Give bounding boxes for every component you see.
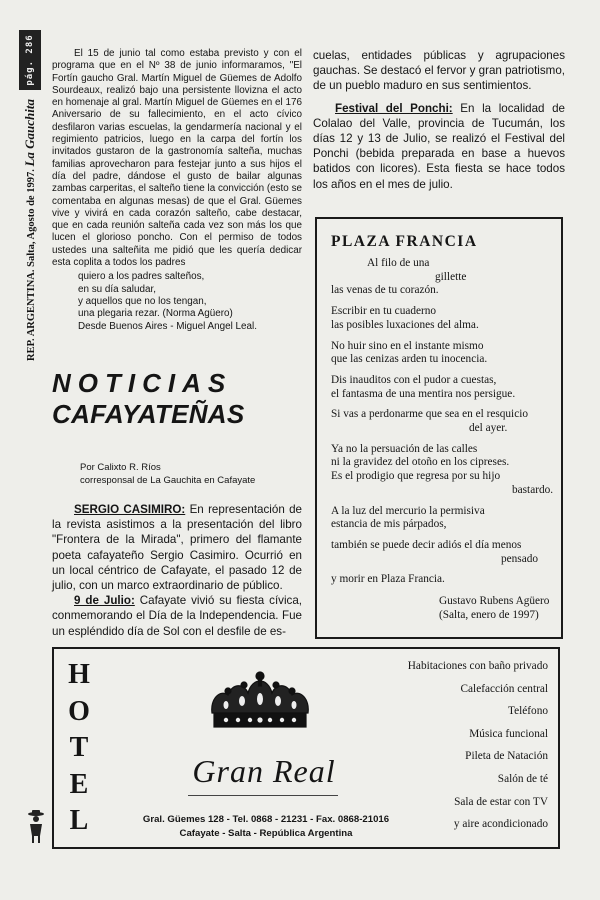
news-item-ponchi (313, 101, 565, 192)
news-text: Cafayate vivió su fiesta cívica, conmemorando el Día de la Independencia. Fue un espléndido día de Sol con el desfile de es- (52, 594, 302, 638)
publication-name: La Gauchita (22, 98, 37, 167)
byline-author: Por Calixto R. Ríos (80, 462, 161, 473)
news-body (52, 502, 302, 639)
section-headline (52, 368, 312, 430)
poem-stanza (331, 408, 551, 435)
poem-date: (Salta, enero de 1997) (439, 608, 539, 621)
hotel-letter: E (69, 768, 89, 800)
poem-stanza (331, 340, 551, 367)
poem-signature (439, 595, 551, 622)
poem-stanza (331, 257, 551, 298)
hotel-letter: H (68, 659, 90, 690)
poem-line: bastardo. (512, 483, 554, 496)
intro-article (52, 48, 302, 333)
side-strip (18, 30, 42, 362)
poem-line: Si vas a perdonarme que sea en el resquicio (331, 408, 528, 421)
copla-line: en su día saludar, (78, 283, 156, 295)
poem-line: ni la gravidez del otoño en los cipreses. (331, 456, 510, 469)
news-item-casimiro (52, 502, 302, 593)
poem-line: las posibles luxaciones del alma. (331, 318, 479, 331)
page-number: pág. 286 (25, 34, 35, 86)
left-column (52, 48, 302, 333)
poem-line: Escribir en tu cuaderno (331, 305, 437, 318)
hotel-amenities (348, 655, 548, 836)
news-text: En la localidad de Colalao del Valle, provincia de Tucumán, los días 12 y 13 de Julio, se realizó el Festival del Ponchi (bebida preparada en base a huevos batidos con licores). Esta fiesta se hace todos los años en el mes de julio. (313, 101, 565, 191)
amenity-item: y aire acondicionado (453, 818, 548, 831)
news-item-julio (52, 593, 302, 639)
poem-line: No huir sino en el instante mismo (331, 339, 484, 352)
poem-line: Es el prodigio que regresa por su hijo (331, 470, 501, 483)
poem-stanza (331, 305, 551, 332)
byline (80, 462, 310, 487)
intro-paragraph: El 15 de junio tal como estaba previsto y con el programa que en el Nº 38 de junio informaramos, "El Fortín gaucho Gral. Martín Miguel de Güemes de Adolfo Sourdeaux, realizó bajo una persistente llovizna el acto en homenaje al gral. Martín Miguel de Güemes en el 176 Aniversario de su fallecimiento, en el acto cívico desfilaron varias escuelas, la gendarmería nacional y el regimiento patricios, luego en la carpa del fortín los invitados gustaron de la gastronomía salteña, muchas familias aprovecharon para festejar junto a sus hijos el día del padre, dándose el gusto de bailar algunas zambas carperitas, el salteño tiene la convicción (esto se comentaba en algunas mesas) de que el Gral. Güemes vive y vivirá en cada corazón salteño, cabe destacar, que en cada reunión salteña cada vez son más los que lucen el glorioso poncho. Con el permiso de todos ustedes una salteñita me pidió que les quería dedicar esta coplita a todos los padres (52, 48, 302, 269)
copla (78, 271, 302, 332)
headline-line-2: CAFAYATEÑAS (52, 399, 245, 429)
news-keyword: 9 de Julio: (74, 594, 135, 608)
poem-box (315, 217, 563, 639)
hotel-address: Gral. Güemes 128 - Tel. 0868 - 21231 - Fax. 0868-21016 (142, 814, 390, 825)
poem-line: gillette (435, 270, 467, 283)
hotel-letter: T (69, 732, 89, 763)
hotel-ad (52, 647, 560, 849)
news-keyword: Festival del Ponchi: (335, 101, 453, 115)
poem-stanza (331, 442, 554, 498)
poem-line: pensado (501, 552, 539, 565)
poem-stanza (331, 539, 551, 566)
amenity-item: Sala de estar con TV (454, 795, 548, 808)
gaucho-mark-icon (26, 808, 46, 844)
news-continuation: cuelas, entidades públicas y agrupaciones gauchas. Se destacó el fervor y gran patriotismo, de un pueblo maduro en sus sentimientos. (313, 49, 565, 93)
copla-line: y aquellos que no los tengan, (78, 295, 207, 307)
right-column (313, 48, 565, 192)
poem-line: del ayer. (469, 422, 508, 435)
amenity-item: Música funcional (469, 727, 548, 740)
hotel-location: Cafayate - Salta - República Argentina (179, 827, 353, 839)
poem-line: Dis inauditos con el pudor a cuestas, (331, 373, 497, 386)
hotel-vertical-word (64, 657, 94, 840)
poem-stanza (331, 374, 551, 401)
poem-line: las venas de tu corazón. (331, 284, 439, 297)
hotel-letter: O (68, 695, 90, 727)
poem-line: y morir en Plaza Francia. (331, 573, 445, 586)
amenity-item: Calefacción central (460, 682, 548, 695)
amenity-item: Teléfono (508, 705, 548, 718)
amenity-item: Pileta de Natación (465, 750, 548, 763)
amenity-item: Salón de té (497, 772, 548, 785)
issue-date: REP. ARGENTINA. Salta, Agosto de 1997. (26, 169, 37, 362)
crown-icon (204, 669, 316, 735)
copla-line: una plegaria rezar. (Norma Agüero) (78, 308, 233, 320)
poem-line: Ya no la persuación de las calles (331, 442, 478, 455)
hotel-letter: L (69, 805, 89, 836)
poem-stanza (331, 505, 551, 532)
poem-title: PLAZA FRANCIA (331, 233, 478, 250)
copla-line: quiero a los padres salteños, (78, 271, 205, 283)
hotel-name: Gran Real (192, 753, 336, 789)
headline-line-1: NOTICIAS (52, 368, 233, 398)
page-number-box (19, 30, 41, 90)
poem-line: Al filo de una (367, 257, 430, 269)
poem-line: que las cenizas arden tu inocencia. (331, 353, 488, 366)
poem-line: también se puede decir adiós el día menos (331, 538, 522, 551)
issue-info (22, 99, 38, 361)
hotel-name-underline (188, 795, 338, 796)
poem-line: A la luz del mercurio la permisiva (331, 504, 485, 517)
copla-signature: Desde Buenos Aires - Miguel Angel Leal. (78, 320, 257, 332)
poem-author: Gustavo Rubens Agüero (439, 595, 550, 608)
news-text: En representación de la revista asistimos a la presentación del libro "Frontera de la Mirada", primero del flamante poeta cafayateño Sergio Casimiro. Ocurrió en un local céntrico de Cafayate, el pasado 12 de julio, con un marco extraordinario de público. (52, 503, 302, 593)
poem-line: el fantasma de una mentira nos persigue. (331, 387, 516, 400)
poem-stanza (331, 573, 551, 587)
byline-role: corresponsal de La Gauchita en Cafayate (80, 474, 256, 486)
news-keyword: SERGIO CASIMIRO: (74, 503, 186, 516)
amenity-item: Habitaciones con baño privado (407, 660, 548, 672)
poem-line: estancia de mis párpados, (331, 518, 447, 531)
